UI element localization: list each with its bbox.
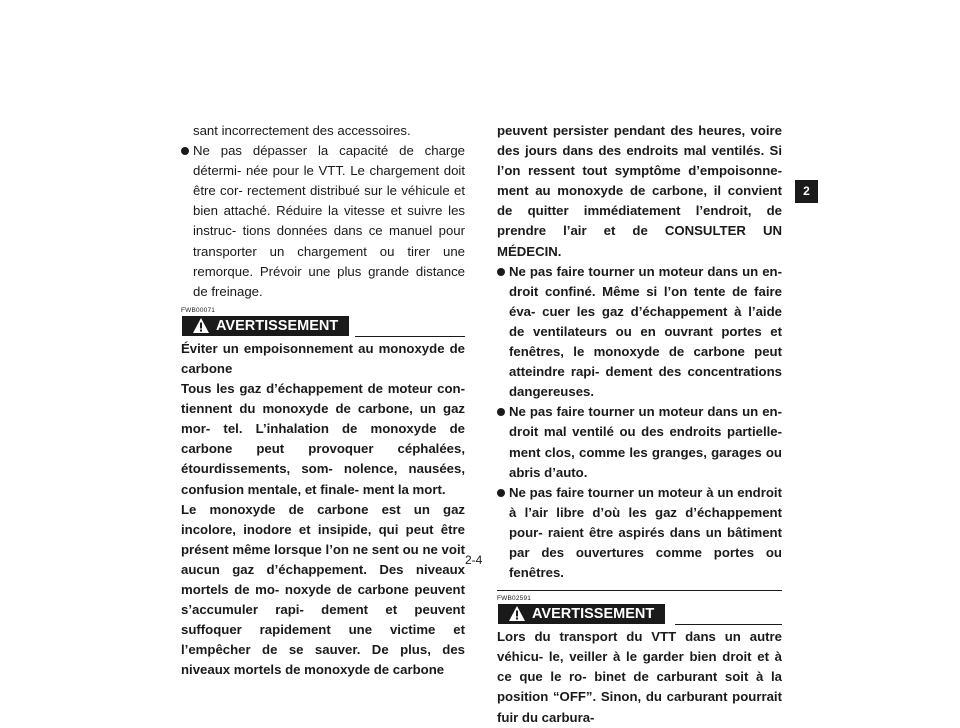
bullet-icon bbox=[181, 147, 189, 155]
list-item-text: Ne pas dépasser la capacité de charge détermi- née pour le VTT. Le chargement doit être cor- rectement distribué sur le véhicule et bien attaché. Réduire la vitesse et suivre les instruc- tions données dans ce manuel pour transporter un chargement ou tirer une remorque. Prévoir une plus grande distance de freinage. bbox=[193, 143, 465, 299]
warning-code: FWB02591 bbox=[497, 595, 532, 603]
bullet-icon bbox=[497, 268, 505, 276]
right-column bbox=[497, 121, 782, 728]
warning-rule bbox=[355, 336, 465, 337]
list-item-text: Ne pas faire tourner un moteur dans un en- droit mal ventilé ou des endroits partielle- ment clos, comme les granges, garages ou abris d’auto. bbox=[509, 404, 782, 480]
bullet-icon bbox=[497, 489, 505, 497]
list-item-text: Ne pas faire tourner un moteur dans un en- droit confiné. Même si l’on tente de faire éva- cuer les gaz d’échappement à l’aide de ventilateurs ou en ouvrant portes et fenêtres, le monoxyde de carbone peut atteindre rapi- dement des concentrations dangereuses. bbox=[509, 263, 782, 400]
list-item bbox=[497, 483, 782, 583]
section-divider bbox=[497, 590, 782, 591]
warning-rule bbox=[675, 624, 782, 625]
page-number: 2-4 bbox=[465, 553, 483, 567]
warning-header bbox=[497, 604, 782, 625]
warning-paragraph: Tous les gaz d’échappement de moteur con- tiennent du monoxyde de carbone, un gaz mor- tel. L’inhalation de monoxyde de carbone peut provoquer céphalées, étourdissements, som- nolence, nausées, confusion mentale, et finale- ment la mort. bbox=[181, 381, 465, 497]
warning-label: AVERTISSEMENT bbox=[532, 606, 655, 623]
warning-title: Éviter un empoisonnement au monoxyde de carbone bbox=[181, 340, 465, 376]
warning-code: FWB00071 bbox=[181, 306, 216, 314]
bullet-icon bbox=[497, 408, 505, 416]
chapter-tab: 2 bbox=[795, 180, 818, 203]
list-item bbox=[497, 262, 782, 403]
list-item bbox=[497, 402, 782, 482]
continued-text: peuvent persister pendant des heures, voire des jours dans des endroits mal ventilés. Si l’on ressent tout symptôme d’empoisonne- ment au monoxyde de carbone, il convient de quitter immédiatement l’endroit, de prendre l’air et de CONSULTER UN MÉDECIN. bbox=[497, 123, 782, 259]
continued-text: sant incorrectement des accessoires. bbox=[193, 123, 411, 138]
warning-label: AVERTISSEMENT bbox=[216, 317, 339, 334]
warning-triangle-icon bbox=[508, 605, 526, 622]
warning-label-box bbox=[182, 316, 349, 336]
left-column bbox=[181, 121, 465, 680]
warning-paragraph: Lors du transport du VTT dans un autre véhicu- le, veiller à le garder bien droit et à ce que le ro- binet de carburant soit à la position “OFF”. Sinon, du carburant pourrait fuir du carbura- bbox=[497, 629, 782, 725]
warning-header bbox=[181, 316, 465, 337]
warning-paragraph: Le monoxyde de carbone est un gaz incolore, inodore et insipide, qui peut être présent même lorsque l’on ne sent ou ne voit aucun gaz d’échappement. Des niveaux mortels de mo- noxyde de carbone peuvent s’accumuler rapi- dement et peuvent suffoquer rapidement une victime et l’empêcher de se sauver. De plus, des niveaux mortels de monoxyde de carbone bbox=[181, 501, 465, 678]
list-item bbox=[181, 141, 465, 302]
list-item-text: Ne pas faire tourner un moteur à un endroit à l’air libre d’où les gaz d’échappement pour- raient être aspirés dans un bâtiment par des ouvertures comme portes ou fenêtres. bbox=[509, 484, 782, 581]
warning-label-box bbox=[498, 604, 665, 624]
warning-triangle-icon bbox=[192, 317, 210, 334]
